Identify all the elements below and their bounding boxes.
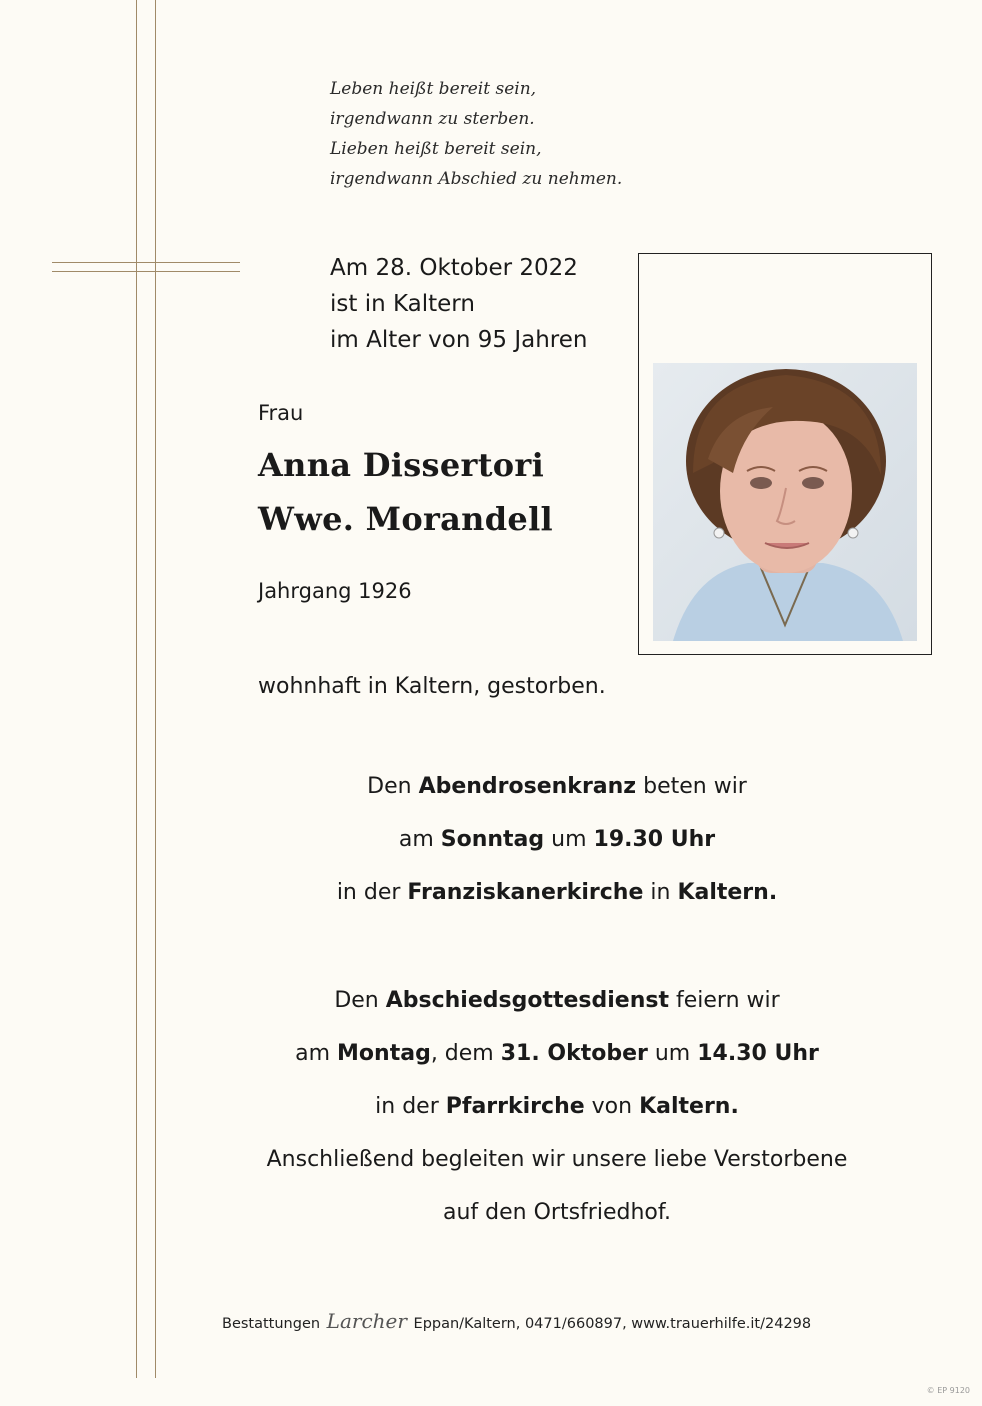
bold-text: Franziskanerkirche: [407, 880, 644, 905]
death-announcement: [330, 250, 587, 358]
rosary-line: [198, 866, 916, 919]
service-line: auf den Ortsfriedhof.: [443, 1200, 671, 1225]
text: in der: [336, 880, 408, 905]
name-line: Wwe. Morandell: [258, 500, 553, 538]
service-line: [198, 974, 916, 1027]
print-code: © EP 9120: [926, 1386, 970, 1395]
service-line: [198, 1027, 916, 1080]
funeral-home-footer: [222, 1310, 811, 1335]
text: am: [398, 827, 441, 852]
poem-line: irgendwann Abschied zu nehmen.: [330, 169, 623, 189]
text: um: [647, 1041, 698, 1066]
poem: [330, 74, 622, 194]
cross-horizontal-line-bottom: [52, 271, 240, 272]
portrait-frame: [638, 253, 932, 655]
footer-info: Eppan/Kaltern, 0471/660897, www.trauerhilfe.it/24298: [413, 1316, 812, 1332]
text: von: [584, 1094, 640, 1119]
poem-line: Lieben heißt bereit sein,: [330, 139, 542, 159]
cross-horizontal-line-top: [52, 262, 240, 263]
footer-prefix: Bestattungen: [222, 1316, 321, 1332]
text: Den: [334, 988, 386, 1013]
rosary-line: [198, 760, 916, 813]
bold-text: 19.30 Uhr: [593, 827, 716, 852]
poem-line: Leben heißt bereit sein,: [330, 79, 537, 99]
service-line: [198, 1080, 916, 1133]
residence-text: wohnhaft in Kaltern, gestorben.: [258, 674, 606, 699]
text: , dem: [430, 1041, 501, 1066]
text: Den: [367, 774, 419, 799]
bold-text: Abendrosenkranz: [418, 774, 637, 799]
rosary-line: [198, 813, 916, 866]
cross-vertical-line-left: [136, 0, 137, 1378]
deceased-name: [258, 438, 553, 546]
text: am: [295, 1041, 338, 1066]
text: um: [544, 827, 594, 852]
poem-line: irgendwann zu sterben.: [330, 109, 535, 129]
intro-line: ist in Kaltern: [330, 291, 475, 317]
rosary-info: [198, 760, 916, 919]
text: feiern wir: [669, 988, 780, 1013]
bold-text: Abschiedsgottesdienst: [385, 988, 670, 1013]
text: in der: [375, 1094, 446, 1119]
service-info: [198, 974, 916, 1239]
bold-text: Kaltern.: [639, 1094, 739, 1119]
salutation: Frau: [258, 401, 304, 425]
bold-text: Kaltern.: [677, 880, 778, 905]
funeral-home-logo: Larcher: [326, 1309, 407, 1333]
intro-line: Am 28. Oktober 2022: [330, 255, 578, 281]
cross-vertical-line-right: [155, 0, 156, 1378]
bold-text: Pfarrkirche: [445, 1094, 585, 1119]
bold-text: 14.30 Uhr: [697, 1041, 819, 1066]
bold-text: 31. Oktober: [500, 1041, 648, 1066]
text: beten wir: [636, 774, 747, 799]
birth-year: Jahrgang 1926: [258, 579, 412, 603]
name-line: Anna Dissertori: [258, 446, 545, 484]
text: in: [643, 880, 678, 905]
portrait-illustration: [653, 363, 917, 641]
service-line: Anschließend begleiten wir unsere liebe Verstorbene: [266, 1147, 848, 1172]
portrait-photo: [653, 363, 917, 641]
bold-text: Montag: [337, 1041, 431, 1066]
bold-text: Sonntag: [440, 827, 545, 852]
intro-line: im Alter von 95 Jahren: [330, 327, 588, 353]
